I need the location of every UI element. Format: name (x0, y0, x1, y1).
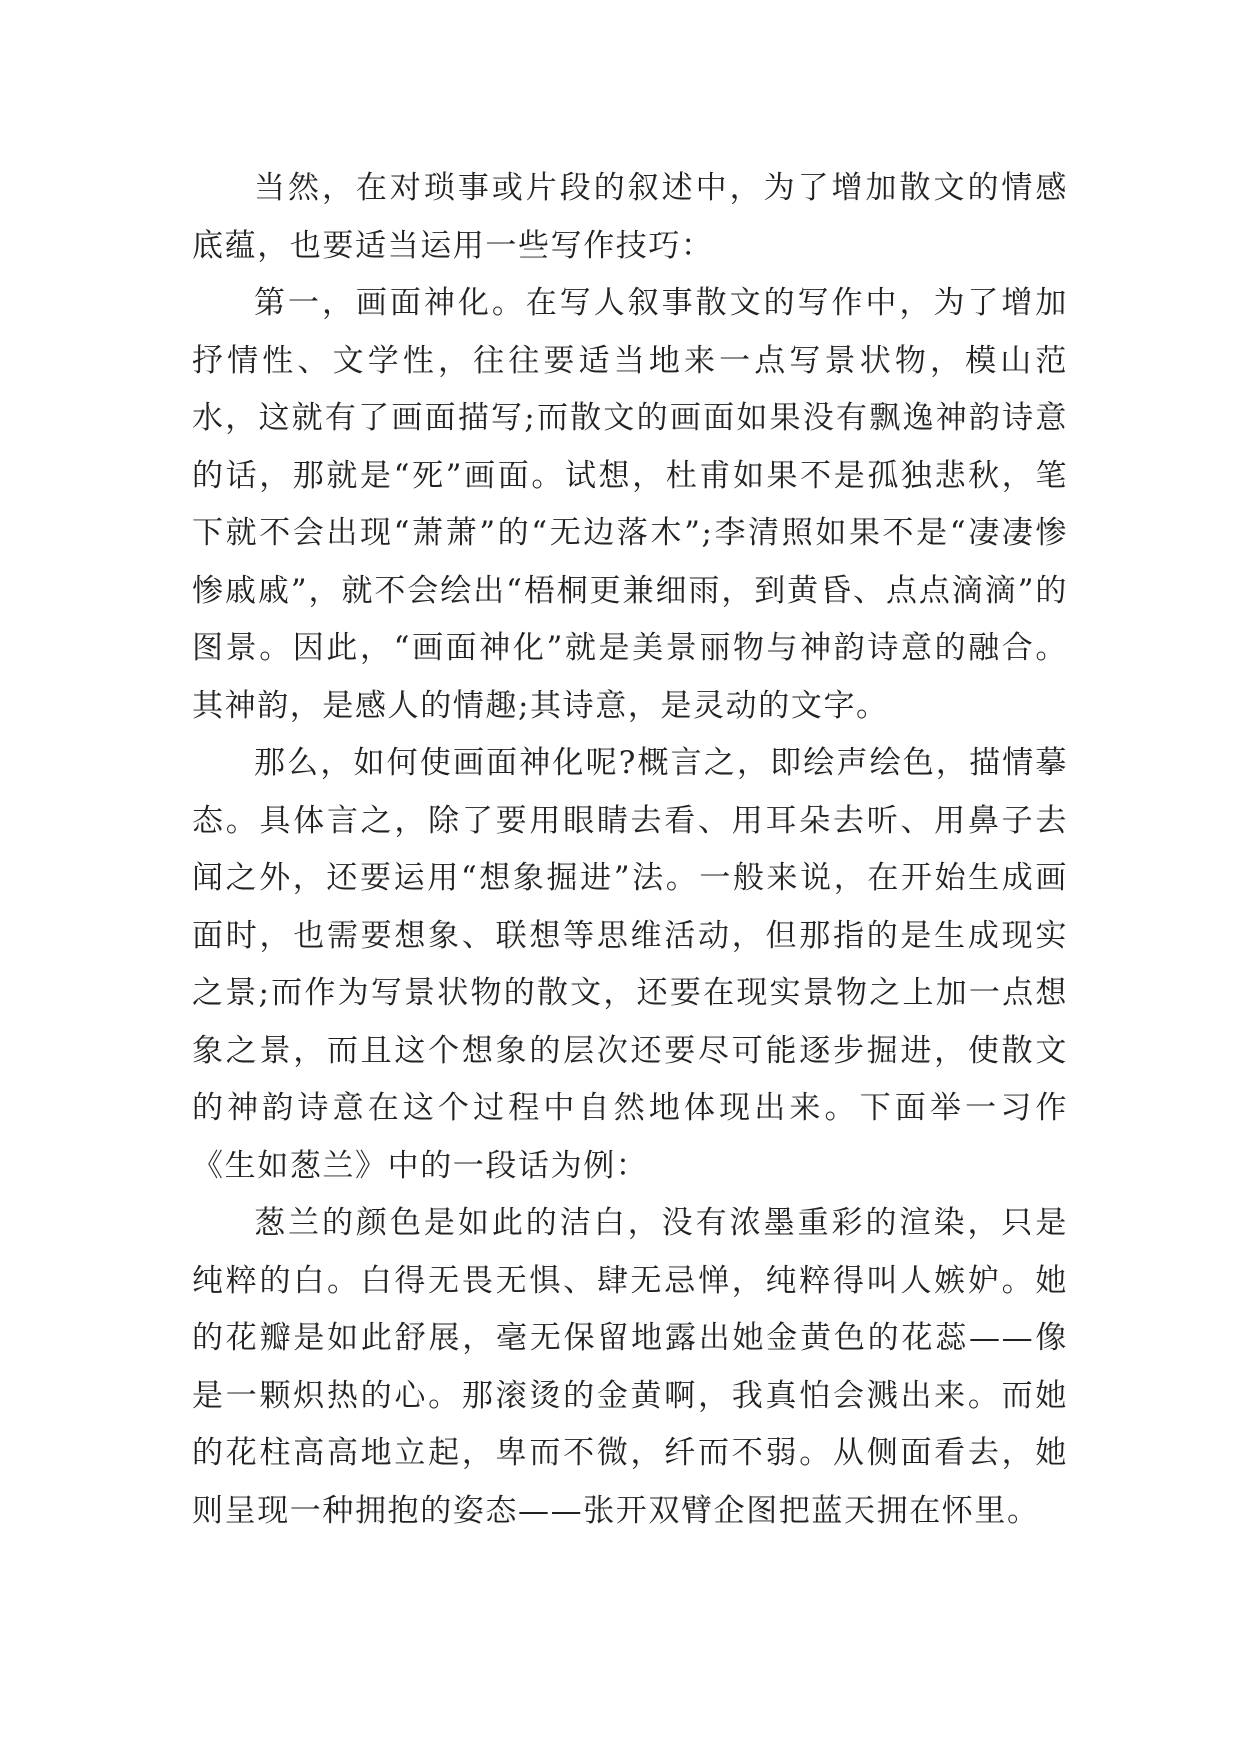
paragraph-1: 当然，在对琐事或片段的叙述中，为了增加散文的情感底蕴，也要适当运用一些写作技巧： (192, 170, 1068, 264)
paragraph-4: 葱兰的颜色是如此的洁白，没有浓墨重彩的渲染，只是纯粹的白。白得无畏无惧、肆无忌惮，纯粹得叫人嫉妒。她的花瓣是如此舒展，毫无保留地露出她金黄色的花蕊——像是一颗炽热的心。那滚烫的金黄啊，我真怕会溅出来。而她的花柱高高地立起，卑而不微，纤而不弱。从侧面看去，她则呈现一种拥抱的姿态——张开双臂企图把蓝天拥在怀里。 (192, 1205, 1068, 1529)
paragraph-2: 第一，画面神化。在写人叙事散文的写作中，为了增加抒情性、文学性，往往要适当地来一点写景状物，模山范水，这就有了画面描写;而散文的画面如果没有飘逸神韵诗意的话，那就是“死”画面。试想，杜甫如果不是孤独悲秋，笔下就不会出现“萧萧”的“无边落木”;李清照如果不是“凄凄惨惨戚戚”，就不会绘出“梧桐更兼细雨，到黄昏、点点滴滴”的图景。因此，“画面神化”就是美景丽物与神韵诗意的融合。其神韵，是感人的情趣;其诗意，是灵动的文字。 (192, 285, 1068, 724)
body-text (192, 160, 1068, 1540)
paragraph-3: 那么，如何使画面神化呢?概言之，即绘声绘色，描情摹态。具体言之，除了要用眼睛去看、用耳朵去听、用鼻子去闻之外，还要运用“想象掘进”法。一般来说，在开始生成画面时，也需要想象、联想等思维活动，但那指的是生成现实之景;而作为写景状物的散文，还要在现实景物之上加一点想象之景，而且这个想象的层次还要尽可能逐步掘进，使散文的神韵诗意在这个过程中自然地体现出来。下面举一习作《生如葱兰》中的一段话为例： (192, 745, 1068, 1184)
